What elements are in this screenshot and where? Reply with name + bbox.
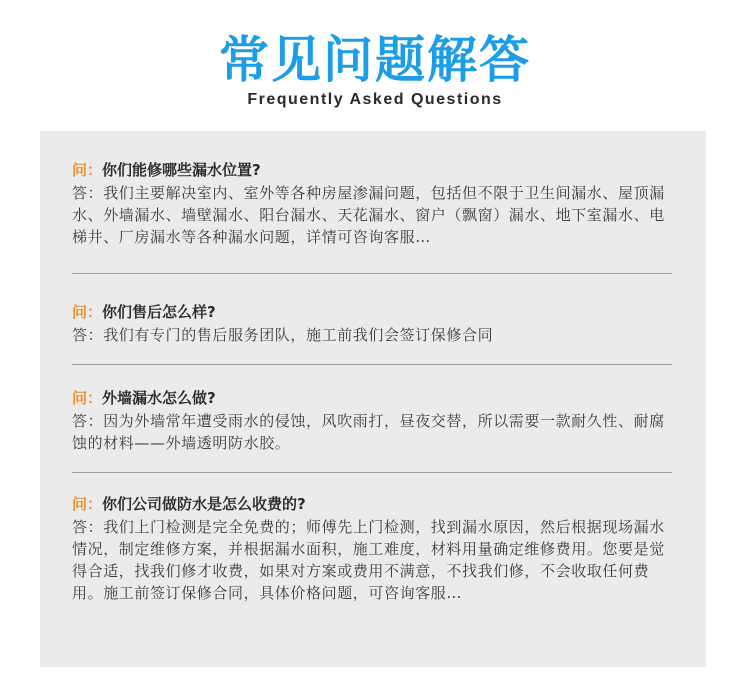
- faq-panel: [40, 131, 706, 667]
- faq-divider: [72, 273, 672, 274]
- question-mark-label: 问：: [72, 389, 103, 407]
- faq-divider: [72, 364, 672, 365]
- question-text: 你们售后怎么样?: [102, 303, 216, 321]
- faq-divider: [72, 472, 672, 473]
- faq-answer-1: 答：我们主要解决室内、室外等各种房屋渗漏问题，包括但不限于卫生间漏水、屋顶漏水、外墙漏水、墙壁漏水、阳台漏水、天花漏水、窗户（飘窗）漏水、地下室漏水、电梯井、厂房漏水等各种漏水问题，详情可咨询客服…: [72, 184, 665, 246]
- page-header: [0, 0, 750, 130]
- faq-answer-2: 答：我们有专门的售后服务团队，施工前我们会签订保修合同: [72, 326, 494, 344]
- faq-answer-4: 答：我们上门检测是完全免费的；师傅先上门检测，找到漏水原因，然后根据现场漏水情况，制定维修方案，并根据漏水面积，施工难度，材料用量确定维修费用。您要是觉得合适，找我们修才收费，如果对方案或费用不满意，不找我们修，不会收取任何费用。施工前签订保修合同，具体价格问题，可咨询客服…: [72, 518, 665, 602]
- faq-item-2: [72, 301, 672, 346]
- faq-question-4: [72, 493, 672, 515]
- page-title: 常见问题解答: [219, 31, 531, 89]
- faq-item-3: [72, 387, 672, 454]
- question-mark-label: 问：: [72, 495, 103, 513]
- faq-answer-3: 答：因为外墙常年遭受雨水的侵蚀，风吹雨打，昼夜交替，所以需要一款耐久性、耐腐蚀的材料——外墙透明防水胶。: [72, 412, 665, 452]
- faq-question-1: [72, 159, 672, 181]
- faq-item-4: [72, 493, 672, 604]
- faq-question-3: [72, 387, 672, 409]
- question-text: 你们公司做防水是怎么收费的?: [102, 495, 306, 513]
- question-mark-label: 问：: [72, 161, 103, 179]
- question-text: 你们能修哪些漏水位置?: [102, 161, 261, 179]
- question-mark-label: 问：: [72, 303, 103, 321]
- faq-item-1: [72, 159, 672, 248]
- question-text: 外墙漏水怎么做?: [102, 389, 216, 407]
- page-subtitle: Frequently Asked Questions: [247, 91, 503, 108]
- faq-question-2: [72, 301, 672, 323]
